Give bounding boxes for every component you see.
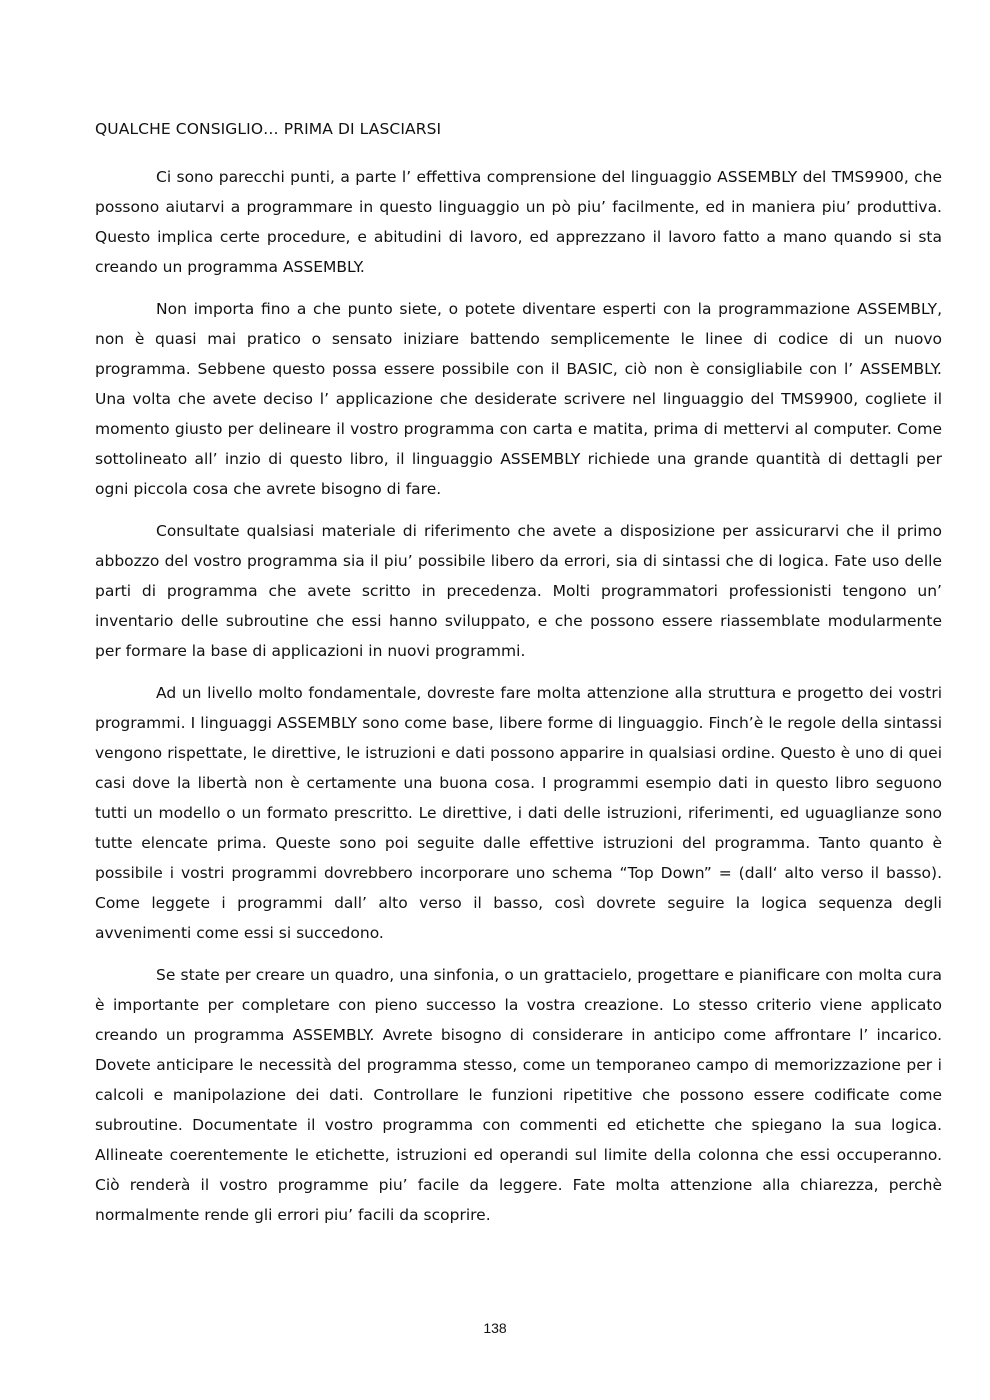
section-heading: QUALCHE CONSIGLIO… PRIMA DI LASCIARSI bbox=[95, 120, 442, 138]
paragraph-3: Consultate qualsiasi materiale di riferimento che avete a disposizione per assicurarvi che il primo abbozzo del vostro programma sia il piu’ possibile libero da errori, sia di sintassi che di logica. Fate uso delle parti di programma che avete scritto in precedenza. Molti programmatori professionisti tengono un’ inventario delle subroutine che essi hanno sviluppato, e che possono essere riassemblate modularmente per formare la base di applicazioni in nuovi programmi. bbox=[95, 522, 942, 660]
page-number: 138 bbox=[483, 1320, 507, 1336]
paragraph-1: Ci sono parecchi punti, a parte l’ effettiva comprensione del linguaggio ASSEMBLY del TMS9900, che possono aiutarvi a programmare in questo linguaggio un pò piu’ facilmente, ed in maniera piu’ produttiva. Questo implica certe procedure, e abitudini di lavoro, ed apprezzano il lavoro fatto a mano quando si sta creando un programma ASSEMBLY. bbox=[95, 168, 942, 276]
paragraph-4: Ad un livello molto fondamentale, dovreste fare molta attenzione alla struttura e progetto dei vostri programmi. I linguaggi ASSEMBLY sono come base, libere forme di linguaggio. Finch’è le regole della sintassi vengono rispettate, le direttive, le istruzioni e dati possono apparire in qualsiasi ordine. Questo è uno di quei casi dove la libertà non è certamente una buona cosa. I programmi esempio dati in questo libro seguono tutti un modello o un formato prescritto. Le direttive, i dati delle istruzioni, riferimenti, ed uguaglianze sono tutte elencate prima. Queste sono poi seguite dalle effettive istruzioni del programma. Tanto quanto è possibile i vostri programmi dovrebbero incorporare uno schema “Top Down” = (dall‘ alto verso il basso). Come leggete i programmi dall’ alto verso il basso, così dovrete seguire la logica sequenza degli avvenimenti come essi si succedono. bbox=[95, 684, 942, 942]
paragraph-5: Se state per creare un quadro, una sinfonia, o un grattacielo, progettare e pianificare con molta cura è importante per completare con pieno successo la vostra creazione. Lo stesso criterio viene applicato creando un programma ASSEMBLY. Avrete bisogno di considerare in anticipo come affrontare l’ incarico. Dovete anticipare le necessità del programma stesso, come un temporaneo campo di memorizzazione per i calcoli e manipolazione dei dati. Controllare le funzioni ripetitive che possono essere codificate come subroutine. Documentate il vostro programma con commenti ed etichette che spiegano la sua logica. Allineate coerentemente le etichette, istruzioni ed operandi sul limite della colonna che essi occuperanno. Ciò renderà il vostro programme piu’ facile da leggere. Fate molta attenzione alla chiarezza, perchè normalmente rende gli errori piu’ facili da scoprire. bbox=[95, 966, 942, 1224]
paragraph-2: Non importa fino a che punto siete, o potete diventare esperti con la programmazione ASSEMBLY, non è quasi mai pratico o sensato iniziare battendo semplicemente le linee di codice di un nuovo programma. Sebbene questo possa essere possibile con il BASIC, ciò non è consigliabile con l’ ASSEMBLY. Una volta che avete deciso l’ applicazione che desiderate scrivere nel linguaggio del TMS9900, cogliete il momento giusto per delineare il vostro programma con carta e matita, prima di mettervi al computer. Come sottolineato all’ inzio di questo libro, il linguaggio ASSEMBLY richiede una grande quantità di dettagli per ogni piccola cosa che avrete bisogno di fare. bbox=[95, 300, 942, 498]
body-text bbox=[95, 162, 942, 1242]
